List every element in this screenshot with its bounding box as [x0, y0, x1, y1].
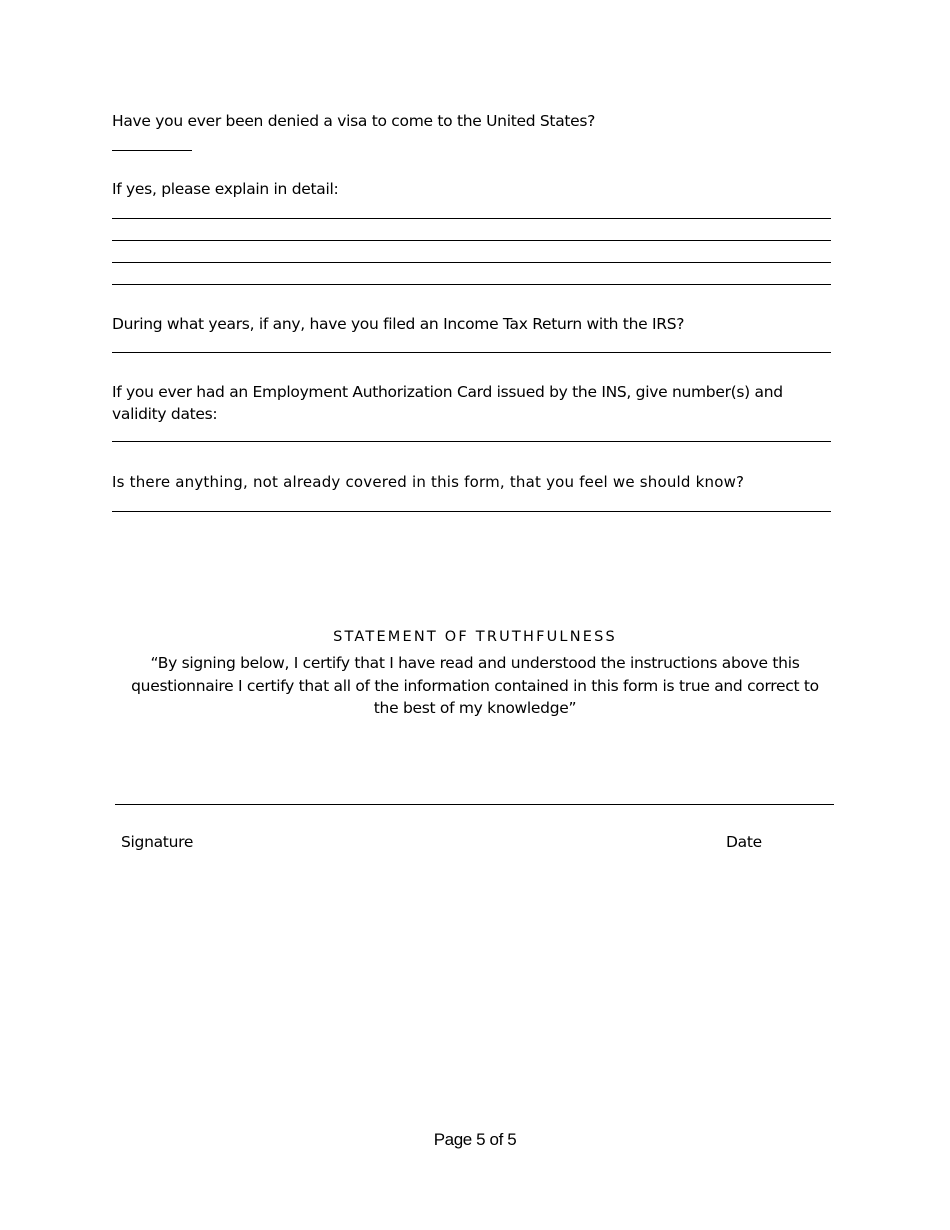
answer-line-visa-denied[interactable] — [112, 150, 192, 151]
question-ead: If you ever had an Employment Authorization Card issued by the INS, give number(s) and validity dates: — [112, 383, 783, 423]
answer-line-explain-3[interactable] — [112, 262, 831, 263]
answer-line-explain-4[interactable] — [112, 284, 831, 285]
page-number: Page 5 of 5 — [433, 1130, 517, 1149]
answer-line-explain-1[interactable] — [112, 218, 831, 219]
statement-text: “By signing below, I certify that I have read and understood the instructions above this questionnaire I certify that all of the information contained in this form is true and correct to the best of my knowledge” — [131, 654, 819, 717]
answer-line-explain-2[interactable] — [112, 240, 831, 241]
statement-heading: STATEMENT OF TRUTHFULNESS — [333, 629, 617, 645]
signature-line[interactable] — [115, 804, 834, 805]
date-label: Date — [726, 833, 762, 851]
question-anything-else: Is there anything, not already covered in this form, that you feel we should know? — [112, 473, 745, 491]
question-explain: If yes, please explain in detail: — [112, 180, 339, 198]
answer-line-ead[interactable] — [112, 441, 831, 442]
question-tax-years: During what years, if any, have you filed an Income Tax Return with the IRS? — [112, 315, 685, 333]
question-visa-denied: Have you ever been denied a visa to come to the United States? — [112, 112, 596, 130]
answer-line-tax-years[interactable] — [112, 352, 831, 353]
signature-label: Signature — [121, 833, 194, 851]
answer-line-anything-else[interactable] — [112, 511, 831, 512]
